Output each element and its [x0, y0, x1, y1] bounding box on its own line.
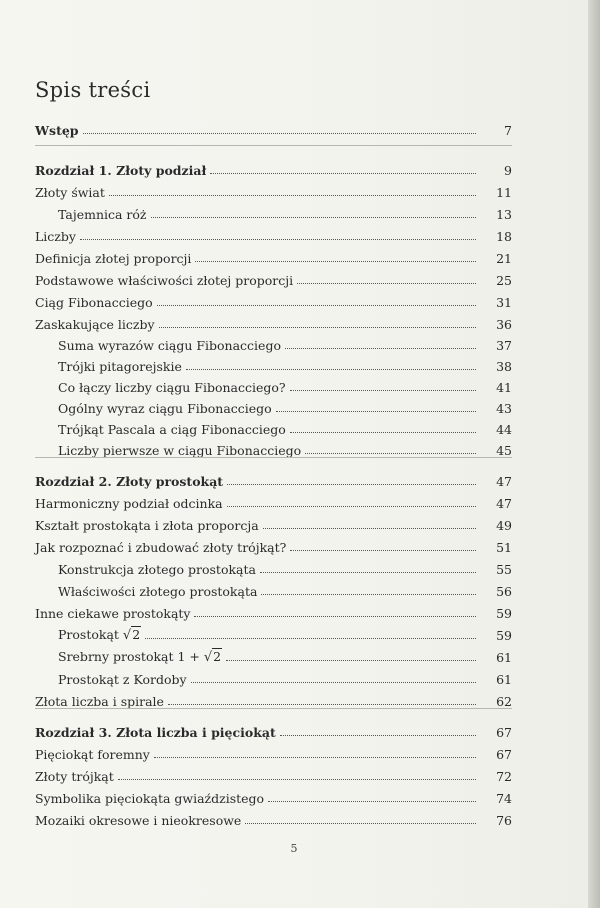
toc-entry[interactable]: [35, 535, 512, 555]
dot-leader: [83, 132, 476, 134]
toc-entry-title: Harmoniczny podział odcinka: [35, 496, 223, 511]
toc-entry[interactable]: [35, 469, 512, 489]
page-title: Spis treści: [35, 78, 151, 102]
toc-entry[interactable]: [35, 118, 512, 138]
toc-entry-page: 31: [496, 295, 512, 310]
toc-entry-title: Jak rozpoznać i zbudować złoty trójkąt?: [35, 540, 287, 555]
toc-entry-page: 74: [496, 791, 512, 806]
toc-entry-page: 59: [496, 628, 512, 643]
toc-entry[interactable]: [35, 689, 512, 709]
dot-leader: [268, 800, 476, 802]
toc-entry[interactable]: [35, 396, 512, 416]
toc-entry[interactable]: [35, 667, 512, 687]
toc-entry[interactable]: [35, 623, 512, 643]
toc-entry-title: Co łączy liczby ciągu Fibonacciego?: [58, 380, 286, 395]
toc-entry[interactable]: [35, 645, 512, 665]
toc-entry-title: Prostokąt √2: [58, 627, 141, 643]
toc-entry-title: Inne ciekawe prostokąty: [35, 606, 191, 621]
toc-entry[interactable]: [35, 786, 512, 806]
dot-leader: [151, 216, 476, 218]
dot-leader: [276, 410, 476, 412]
dot-leader: [263, 527, 476, 529]
toc-entry[interactable]: [35, 333, 512, 353]
toc-entry[interactable]: [35, 513, 512, 533]
toc-entry-page: 7: [504, 123, 512, 138]
toc-entry[interactable]: [35, 375, 512, 395]
toc-entry-title: Tajemnica róż: [58, 207, 147, 222]
dot-leader: [227, 505, 476, 507]
dot-leader: [159, 326, 476, 328]
toc-entry-page: 49: [496, 518, 512, 533]
toc-entry[interactable]: [35, 180, 512, 200]
toc-entry[interactable]: [35, 742, 512, 762]
toc-entry-page: 56: [496, 584, 512, 599]
toc-entry-title: Mozaiki okresowe i nieokresowe: [35, 813, 242, 828]
toc-entry-title: Liczby pierwsze w ciągu Fibonacciego: [58, 443, 302, 458]
dot-leader: [226, 659, 476, 661]
dot-leader: [290, 549, 476, 551]
toc-entry-page: 61: [496, 672, 512, 687]
chapter-divider: [35, 145, 512, 146]
toc-entry-page: 18: [496, 229, 512, 244]
toc-entry-title: Złoty trójkąt: [35, 769, 114, 784]
toc-entry[interactable]: [35, 579, 512, 599]
dot-leader: [290, 431, 476, 433]
toc-entry-page: 44: [496, 422, 512, 437]
dot-leader: [285, 347, 476, 349]
toc-entry-title: Definicja złotej proporcji: [35, 251, 192, 266]
dot-leader: [195, 260, 476, 262]
toc-entry-page: 55: [496, 562, 512, 577]
page-edge: [588, 0, 600, 908]
toc-entry[interactable]: [35, 354, 512, 374]
toc-entry-title: Suma wyrazów ciągu Fibonacciego: [58, 338, 281, 353]
toc-entry-page: 37: [496, 338, 512, 353]
toc-entry-title: Trójki pitagorejskie: [58, 359, 182, 374]
dot-leader: [210, 172, 476, 174]
page-number: 5: [290, 842, 298, 855]
toc-entry[interactable]: [35, 224, 512, 244]
toc-entry[interactable]: [35, 438, 512, 458]
dot-leader: [186, 368, 476, 370]
dot-leader: [261, 593, 476, 595]
dot-leader: [80, 238, 476, 240]
dot-leader: [157, 304, 476, 306]
toc-entry-page: 25: [496, 273, 512, 288]
toc-entry[interactable]: [35, 158, 512, 178]
toc-entry-page: 61: [496, 650, 512, 665]
toc-entry-title: Prostokąt z Kordoby: [58, 672, 187, 687]
dot-leader: [245, 822, 476, 824]
toc-entry[interactable]: [35, 491, 512, 511]
dot-leader: [145, 637, 476, 639]
toc-entry-page: 45: [496, 443, 512, 458]
toc-entry-title: Rozdział 2. Złoty prostokąt: [35, 474, 224, 489]
dot-leader: [260, 571, 476, 573]
toc-entry-title: Trójkąt Pascala a ciąg Fibonacciego: [58, 422, 286, 437]
toc-entry-title: Symbolika pięciokąta gwiaździstego: [35, 791, 265, 806]
toc-entry-title: Zaskakujące liczby: [35, 317, 155, 332]
dot-leader: [290, 389, 476, 391]
toc-entry-title: Ciąg Fibonacciego: [35, 295, 153, 310]
toc-entry[interactable]: [35, 246, 512, 266]
toc-entry-title: Złoty świat: [35, 185, 105, 200]
toc-entry-page: 21: [496, 251, 512, 266]
dot-leader: [194, 615, 476, 617]
toc-entry-page: 9: [504, 163, 512, 178]
toc-entry-title: Srebrny prostokąt 1 + √2: [58, 649, 222, 665]
toc-entry[interactable]: [35, 720, 512, 740]
toc-entry-title: Złota liczba i spirale: [35, 694, 164, 709]
toc-entry-page: 51: [496, 540, 512, 555]
chapter-divider: [35, 708, 512, 709]
toc-entry-page: 36: [496, 317, 512, 332]
toc-entry[interactable]: [35, 808, 512, 828]
square-root-expression: √2: [203, 649, 222, 665]
toc-entry-page: 47: [496, 474, 512, 489]
toc-entry-page: 38: [496, 359, 512, 374]
toc-entry-title: Liczby: [35, 229, 76, 244]
toc-entry-title: Podstawowe właściwości złotej proporcji: [35, 273, 294, 288]
dot-leader: [109, 194, 476, 196]
dot-leader: [227, 483, 476, 485]
toc-entry[interactable]: [35, 290, 512, 310]
dot-leader: [280, 734, 476, 736]
toc-entry[interactable]: [35, 601, 512, 621]
toc-entry-page: 67: [496, 725, 512, 740]
toc-entry-title: Ogólny wyraz ciągu Fibonacciego: [58, 401, 272, 416]
toc-entry-page: 76: [496, 813, 512, 828]
toc-entry[interactable]: [35, 764, 512, 784]
toc-entry-page: 59: [496, 606, 512, 621]
chapter-divider: [35, 457, 512, 458]
toc-entry[interactable]: [35, 202, 512, 222]
dot-leader: [118, 778, 476, 780]
dot-leader: [168, 703, 476, 705]
toc-entry-page: 47: [496, 496, 512, 511]
toc-entry-page: 67: [496, 747, 512, 762]
square-root-expression: √2: [122, 627, 141, 643]
toc-entry-page: 11: [496, 185, 512, 200]
toc-entry-page: 72: [496, 769, 512, 784]
toc-entry-title: Rozdział 1. Złoty podział: [35, 163, 207, 178]
toc-entry-page: 41: [496, 380, 512, 395]
toc-entry[interactable]: [35, 557, 512, 577]
toc-entry[interactable]: [35, 417, 512, 437]
dot-leader: [154, 756, 476, 758]
toc-entry-page: 62: [496, 694, 512, 709]
toc-entry[interactable]: [35, 312, 512, 332]
dot-leader: [297, 282, 476, 284]
toc-entry-title: Pięciokąt foremny: [35, 747, 150, 762]
toc-entry[interactable]: [35, 268, 512, 288]
toc-entry-page: 13: [496, 207, 512, 222]
dot-leader: [305, 452, 476, 454]
toc-entry-page: 43: [496, 401, 512, 416]
toc-entry-title: Rozdział 3. Złota liczba i pięciokąt: [35, 725, 276, 740]
toc-entry-title: Właściwości złotego prostokąta: [58, 584, 258, 599]
toc-entry-title: Wstęp: [35, 123, 79, 138]
dot-leader: [191, 681, 476, 683]
toc-entry-title: Konstrukcja złotego prostokąta: [58, 562, 256, 577]
toc-entry-title: Kształt prostokąta i złota proporcja: [35, 518, 259, 533]
